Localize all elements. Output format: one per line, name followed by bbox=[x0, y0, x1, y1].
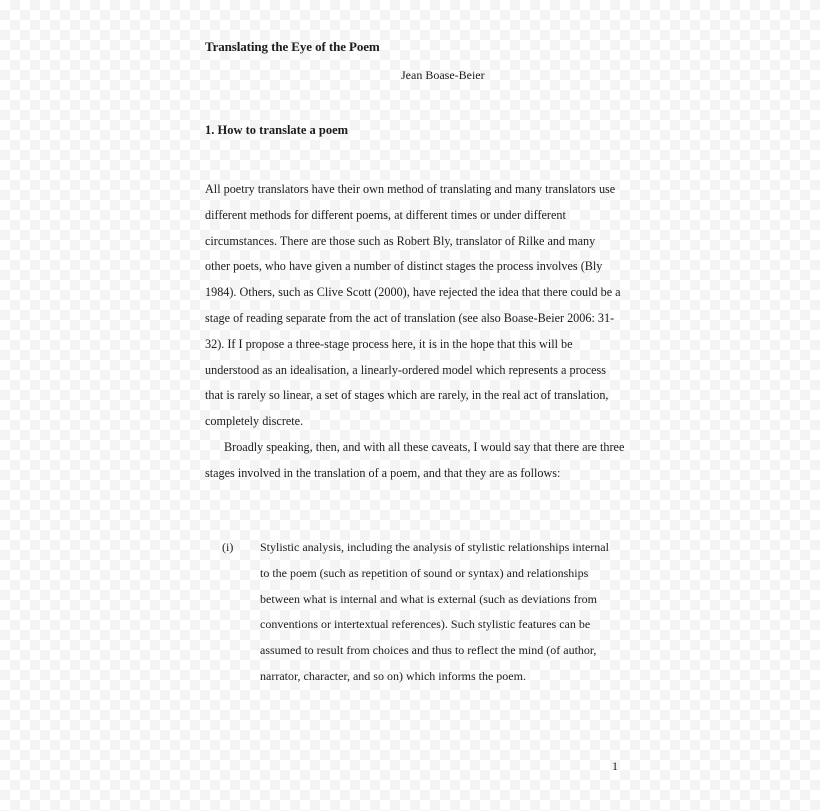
paragraph-2-line: stages involved in the translation of a poem, and that they are as follows: bbox=[205, 465, 561, 480]
list-item-line: to the poem (such as repetition of sound or syntax) and relationships bbox=[260, 565, 589, 580]
paragraph-1-line: 1984). Others, such as Clive Scott (2000), have rejected the idea that there could be a bbox=[205, 285, 621, 300]
body-text bbox=[205, 177, 635, 487]
list-item-line: narrator, character, and so on) which informs the poem. bbox=[260, 668, 526, 683]
list-item bbox=[260, 535, 640, 690]
paragraph-2-line: Broadly speaking, then, and with all these caveats, I would say that there are three bbox=[224, 439, 625, 454]
paragraph-1-line: stage of reading separate from the act of translation (see also Boase-Beier 2006: 31- bbox=[205, 310, 615, 325]
document-title: Translating the Eye of the Poem bbox=[205, 39, 380, 54]
list-item-line: Stylistic analysis, including the analysis of stylistic relationships internal bbox=[260, 540, 609, 554]
paragraph-1-line: different methods for different poems, at different times or under different bbox=[205, 207, 566, 222]
paragraph-1-line: completely discrete. bbox=[205, 414, 304, 429]
paragraph-1-line: All poetry translators have their own method of translating and many translators use bbox=[205, 182, 616, 196]
paragraph-1-line: understood as an idealisation, a linearly-ordered model which represents a process bbox=[205, 362, 607, 377]
list-item-marker: (i) bbox=[222, 540, 234, 554]
paragraph-1-line: 32). If I propose a three-stage process here, it is in the hope that this will be bbox=[205, 336, 573, 351]
section-heading: 1. How to translate a poem bbox=[205, 123, 349, 137]
paragraph-1-line: circumstances. There are those such as Robert Bly, translator of Rilke and many bbox=[205, 233, 596, 248]
paragraph-1-line: other poets, who have given a number of distinct stages the process involves (Bly bbox=[205, 259, 603, 274]
list-item-line: between what is internal and what is external (such as deviations from bbox=[260, 591, 597, 606]
list-item-line: assumed to result from choices and thus to reflect the mind (of author, bbox=[260, 643, 597, 658]
author-name: Jean Boase-Beier bbox=[401, 68, 485, 82]
list-item-line: conventions or intertextual references). Such stylistic features can be bbox=[260, 617, 591, 632]
paragraph-1-line: that is rarely so linear, a set of stages which are rarely, in the real act of translation, bbox=[205, 388, 609, 403]
page-number: 1 bbox=[612, 759, 618, 773]
